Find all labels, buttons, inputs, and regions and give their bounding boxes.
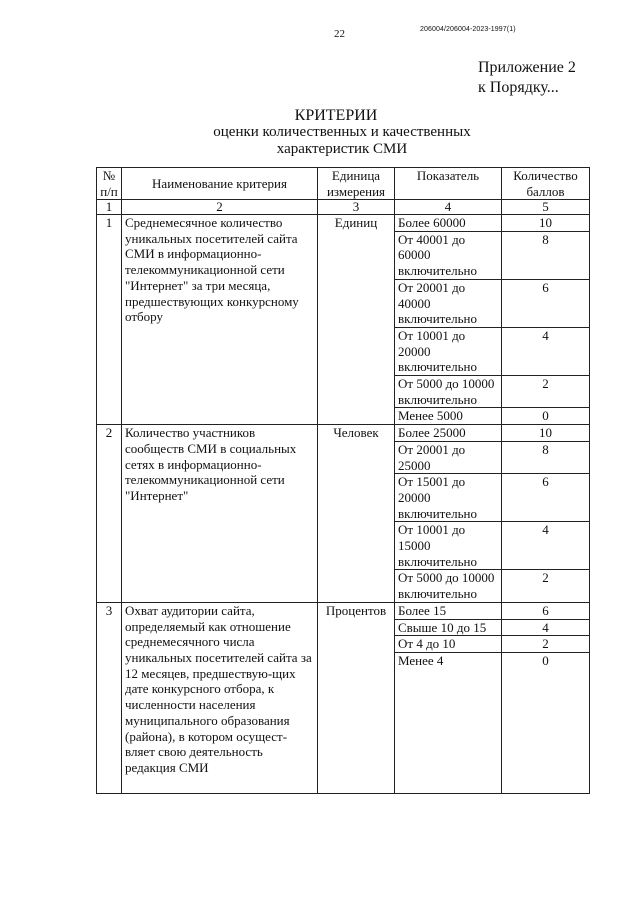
criterion-unit: Процентов [318, 602, 395, 793]
column-number: 4 [395, 200, 502, 215]
indicator-cell: От 5000 до 10000 включительно [395, 570, 502, 602]
points-cell: 8 [502, 441, 590, 473]
points-cell: 0 [502, 408, 590, 425]
table-row [97, 215, 590, 232]
points-cell: 4 [502, 619, 590, 636]
indicator-cell: От 5000 до 10000 включительно [395, 376, 502, 408]
criterion-unit: Человек [318, 425, 395, 603]
indicator-cell: Свыше 10 до 15 [395, 619, 502, 636]
points-cell: 6 [502, 474, 590, 522]
indicator-cell: Менее 4 [395, 652, 502, 793]
criterion-name: Количество участников сообществ СМИ в социальных сетях в информационно-телекоммуникационной сети "Интернет" [122, 425, 318, 603]
indicator-cell: От 15001 до 20000 включительно [395, 474, 502, 522]
indicator-cell: От 10001 до 20000 включительно [395, 327, 502, 375]
table-row [97, 602, 590, 619]
points-cell: 10 [502, 215, 590, 232]
column-number: 1 [97, 200, 122, 215]
indicator-cell: От 20001 до 25000 [395, 441, 502, 473]
document-subtitle-line-1: оценки количественных и качественных [213, 124, 471, 140]
indicator-cell: От 10001 до 15000 включительно [395, 522, 502, 570]
column-header-points: Количество баллов [502, 168, 590, 200]
document-subtitle-line-2: характеристик СМИ [276, 141, 408, 157]
table-header-row [97, 168, 590, 200]
criterion-number: 3 [97, 602, 122, 793]
criterion-unit: Единиц [318, 215, 395, 425]
column-number-row [97, 200, 590, 215]
criterion-number: 2 [97, 425, 122, 603]
indicator-cell: Менее 5000 [395, 408, 502, 425]
column-number: 3 [318, 200, 395, 215]
criterion-name: Охват аудитории сайта, определяемый как отношение среднемесячного числа уникальных посетителей сайта за 12 месяцев, предшествую-щих дате конкурсного отбора, к численности населения муниципального образования (района), в котором осущест-вляет свою деятельность редакция СМИ [122, 602, 318, 793]
criterion-number: 1 [97, 215, 122, 425]
appendix-reference [478, 58, 576, 98]
indicator-cell: От 40001 до 60000 включительно [395, 231, 502, 279]
indicator-cell: От 20001 до 40000 включительно [395, 279, 502, 327]
indicator-cell: Более 25000 [395, 425, 502, 442]
points-cell: 10 [502, 425, 590, 442]
column-header-number: № п/п [97, 168, 122, 200]
points-cell: 4 [502, 522, 590, 570]
appendix-line-1: Приложение 2 [478, 59, 576, 76]
table-row [97, 425, 590, 442]
criteria-table [96, 167, 590, 794]
points-cell: 6 [502, 602, 590, 619]
column-number: 2 [122, 200, 318, 215]
page-number: 22 [334, 28, 345, 40]
indicator-cell: Более 60000 [395, 215, 502, 232]
indicator-cell: От 4 до 10 [395, 636, 502, 653]
points-cell: 2 [502, 636, 590, 653]
column-header-criterion: Наименование критерия [122, 168, 318, 200]
column-number: 5 [502, 200, 590, 215]
points-cell: 4 [502, 327, 590, 375]
document-code: 206004/206004-2023-1997(1) [420, 26, 516, 33]
document-title: КРИТЕРИИ [294, 107, 378, 124]
appendix-line-2: к Порядку... [478, 79, 559, 96]
points-cell: 8 [502, 231, 590, 279]
indicator-cell: Более 15 [395, 602, 502, 619]
points-cell: 2 [502, 376, 590, 408]
column-header-unit: Единица измерения [318, 168, 395, 200]
points-cell: 2 [502, 570, 590, 602]
points-cell: 0 [502, 652, 590, 793]
points-cell: 6 [502, 279, 590, 327]
criterion-name: Среднемесячное количество уникальных посетителей сайта СМИ в информационно-телекоммуникационной сети "Интернет" за три месяца, предшествующих конкурсному отбору [122, 215, 318, 425]
column-header-indicator: Показатель [395, 168, 502, 200]
